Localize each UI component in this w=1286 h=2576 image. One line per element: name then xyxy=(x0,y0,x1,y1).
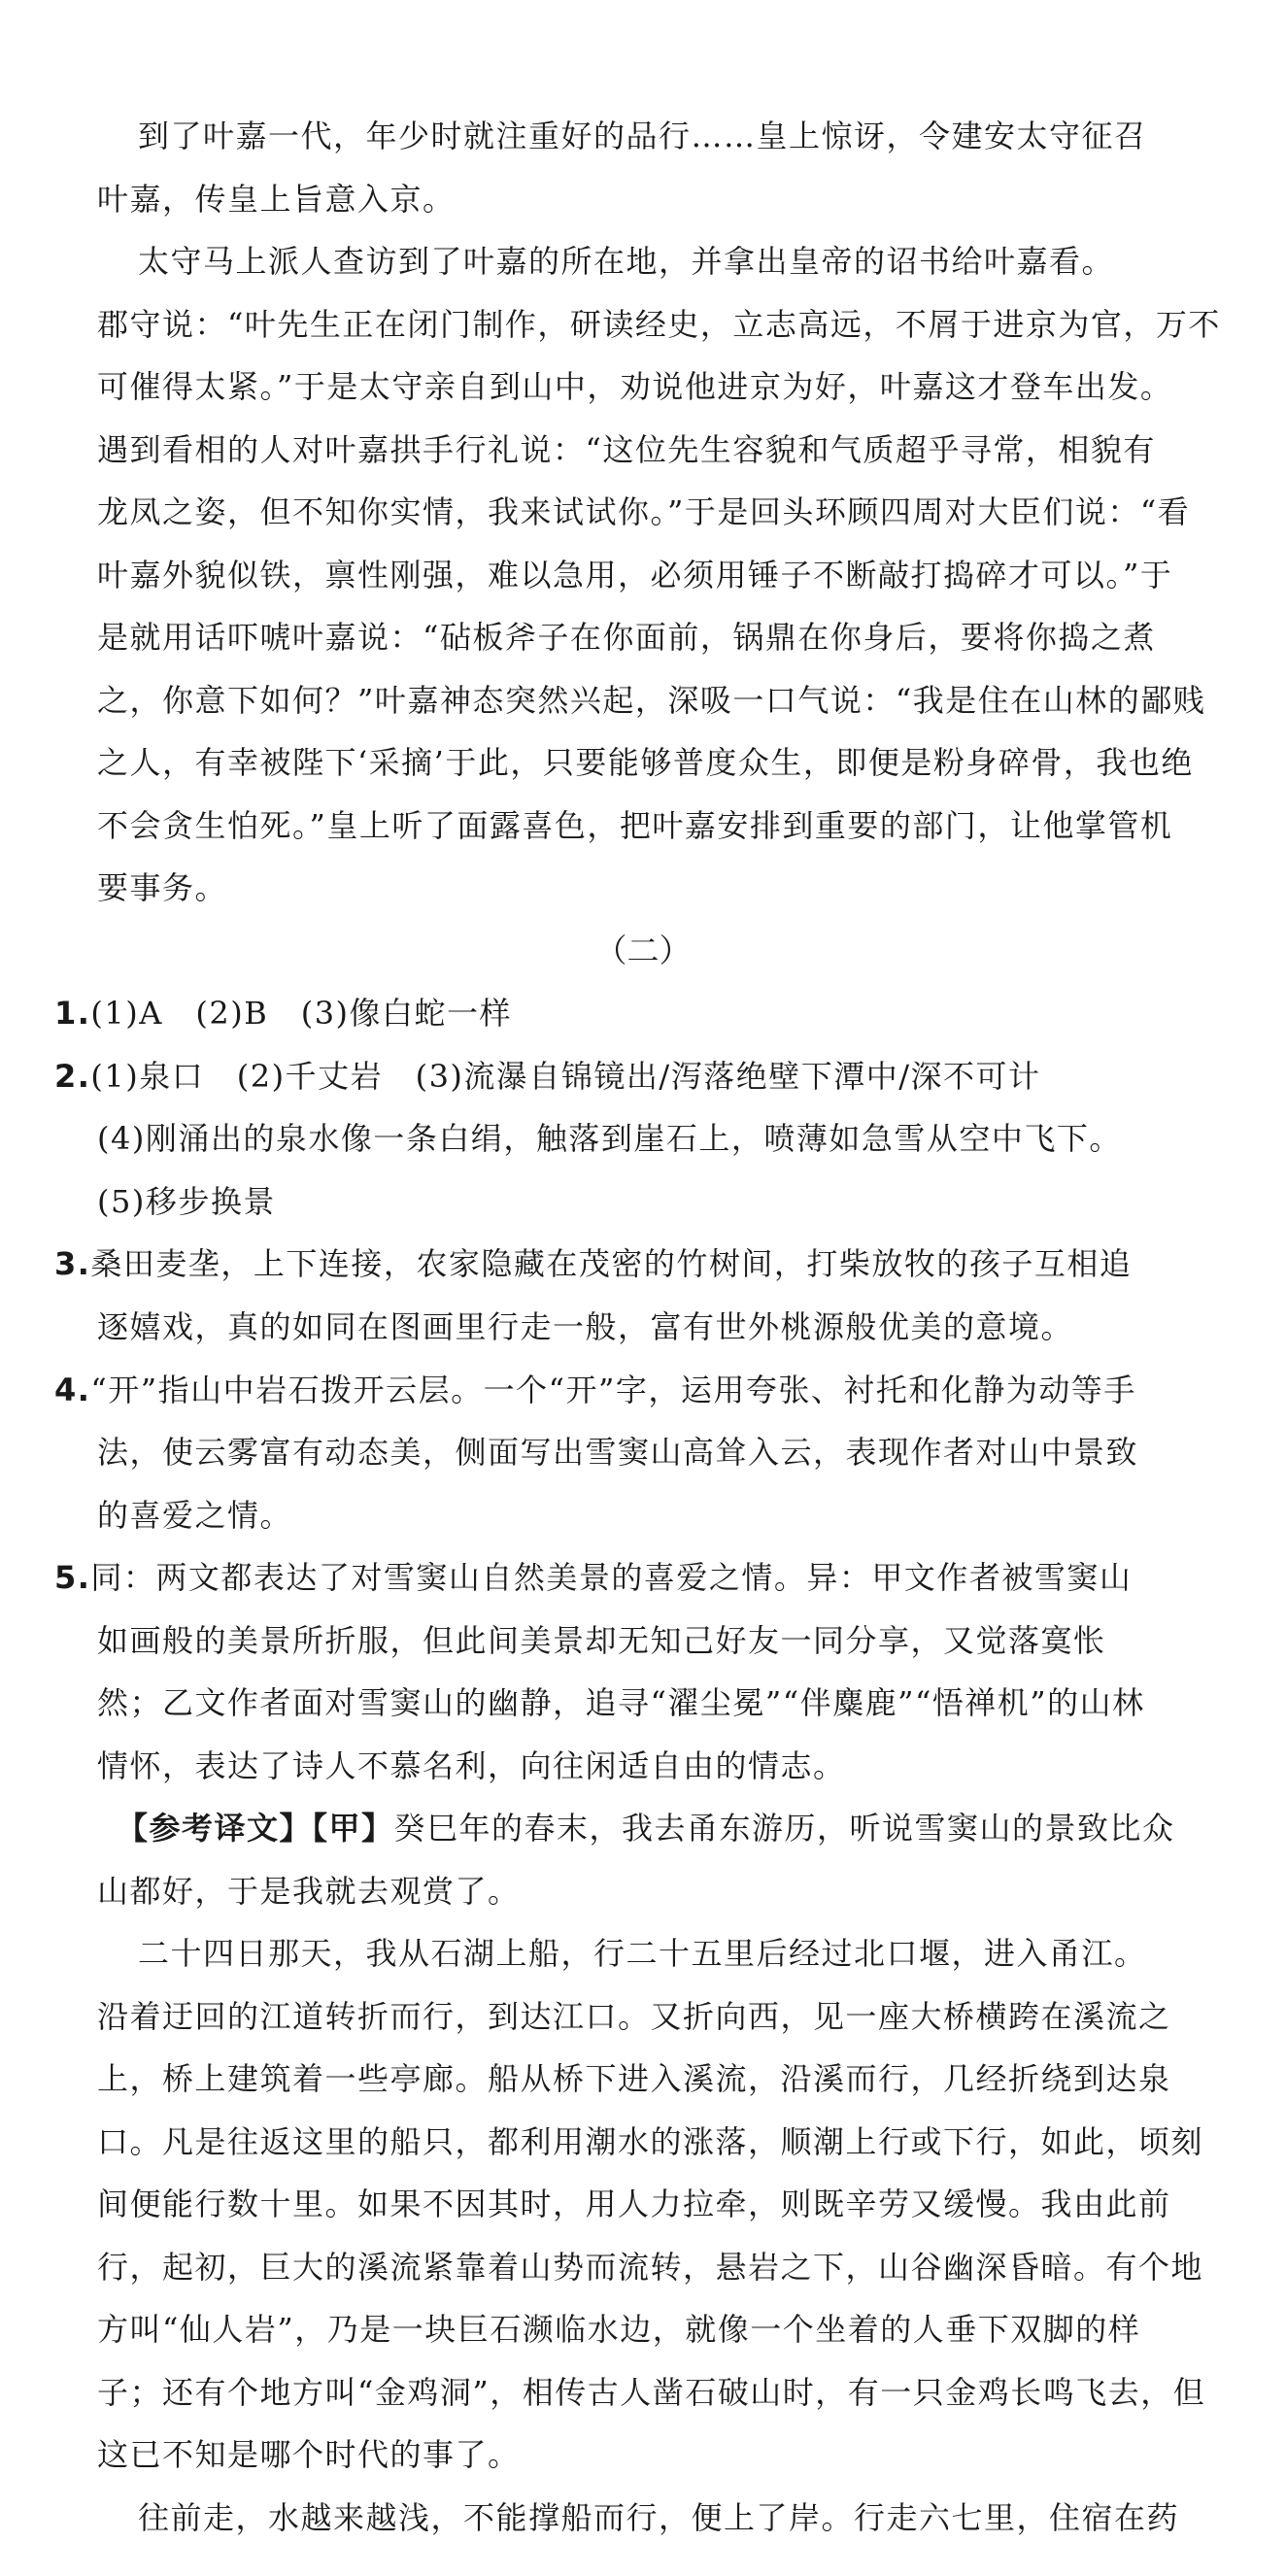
answer-line: 如画般的美景所折服，但此间美景却无知己好友一同分享，又觉落寞怅 xyxy=(97,1622,1106,1659)
paragraph-line: 叶嘉，传皇上旨意入京。 xyxy=(97,181,456,218)
answer-line: (4)刚涌出的泉水像一条白绢，触落到崖石上，喷薄如急雪从空中飞下。 xyxy=(97,1120,1122,1157)
paragraph-line: 遇到看相的人对叶嘉拱手行礼说：“这位先生容貌和气质超乎寻常，相貌有 xyxy=(97,431,1156,468)
question-number: 2. xyxy=(54,1058,91,1095)
question-3 xyxy=(54,1244,1132,1283)
paragraph-line: 往前走，水越来越浅，不能撑船而行，便上了岸。行走六七里，住宿在药 xyxy=(138,2499,1180,2536)
answer-line: 逐嬉戏，真的如同在图画里行走一般，富有世外桃源般优美的意境。 xyxy=(97,1308,1074,1345)
translation-first-line xyxy=(117,1809,1175,1847)
answer-text: 桑田麦垄，上下连接，农家隐藏在茂密的竹树间，打柴放牧的孩子互相追 xyxy=(90,1245,1133,1282)
question-5 xyxy=(54,1558,1132,1597)
paragraph-line: 要事务。 xyxy=(97,869,228,906)
paragraph-line: 口。凡是往返这里的船只，都利用潮水的涨落，顺潮上行或下行，如此，顷刻 xyxy=(97,2123,1204,2160)
paragraph-line: 之人，有幸被陛下‘采摘’于此，只要能够普度众生，即便是粉身碎骨，我也绝 xyxy=(97,744,1194,781)
answer-text: “开”指山中岩石拨开云层。一个“开”字，运用夸张、衬托和化静为动等手 xyxy=(90,1372,1136,1408)
paragraph-line: 之，你意下如何？”叶嘉神态突然兴起，深吸一口气说：“我是住在山林的鄙贱 xyxy=(97,682,1206,719)
answer-text: 同：两文都表达了对雪窦山自然美景的喜爱之情。异：甲文作者被雪窦山 xyxy=(90,1559,1133,1596)
answer-line: 的喜爱之情。 xyxy=(97,1497,293,1534)
answer-text: (1)A (2)B (3)像白蛇一样 xyxy=(90,995,513,1032)
paragraph-line: 可催得太紧。”于是太守亲自到山中，劝说他进京为好，叶嘉这才登车出发。 xyxy=(97,368,1173,405)
question-2 xyxy=(54,1057,1040,1096)
paragraph-line: 龙凤之姿，但不知你实情，我来试试你。”于是回头环顾四周对大臣们说：“看 xyxy=(97,493,1191,530)
translation-text: 癸巳年的春末，我去甬东游历，听说雪窦山的景致比众 xyxy=(393,1810,1175,1847)
paragraph-line: 行，起初，巨大的溪流紧靠着山势而流转，悬岩之下，山谷幽深昏暗。有个地 xyxy=(97,2249,1204,2286)
paragraph-line: 山都好，于是我就去观赏了。 xyxy=(97,1873,521,1910)
translation-label: 【参考译文】【甲】 xyxy=(117,1810,394,1847)
question-number: 5. xyxy=(54,1559,91,1596)
paragraph-line: 子；还有个地方叫“金鸡洞”，相传古人凿石破山时，有一只金鸡长鸣飞去，但 xyxy=(97,2374,1206,2411)
paragraph-line: 是就用话吓唬叶嘉说：“砧板斧子在你面前，锅鼎在你身后，要将你捣之煮 xyxy=(97,619,1156,656)
answer-text: (1)泉口 (2)千丈岩 (3)流瀑自锦镜出/泻落绝壁下潭中/深不可计 xyxy=(90,1058,1041,1095)
paragraph-line: 方叫“仙人岩”，乃是一块巨石濒临水边，就像一个坐着的人垂下双脚的样 xyxy=(97,2311,1141,2348)
paragraph-line: 二十四日那天，我从石湖上船，行二十五里后经过北口堰，进入甬江。 xyxy=(138,1935,1147,1972)
paragraph-line: 太守马上派人查访到了叶嘉的所在地，并拿出皇帝的诏书给叶嘉看。 xyxy=(138,243,1115,280)
paragraph-line: 不会贪生怕死。”皇上听了面露喜色，把叶嘉安排到重要的部门，让他掌管机 xyxy=(97,807,1173,844)
paragraph-line: 沿着迂回的江道转折而行，到达江口。又折向西，见一座大桥横跨在溪流之 xyxy=(97,1998,1171,2035)
paragraph-line: 郡守说：“叶先生正在闭门制作，研读经史，立志高远，不屑于进京为官，万不 xyxy=(97,306,1221,343)
answer-line: 情怀，表达了诗人不慕名利，向往闲适自由的情志。 xyxy=(97,1747,846,1784)
question-1 xyxy=(54,994,512,1033)
paragraph-line: 叶嘉外貌似铁，禀性刚强，难以急用，必须用锤子不断敲打捣碎才可以。”于 xyxy=(97,557,1173,593)
answer-line: 法，使云雾富有动态美，侧面写出雪窦山高耸入云，表现作者对山中景致 xyxy=(97,1434,1139,1471)
paragraph-line: 这已不知是哪个时代的事了。 xyxy=(97,2436,521,2473)
paragraph-line: 到了叶嘉一代，年少时就注重好的品行……皇上惊讶，令建安太守征召 xyxy=(138,118,1147,154)
answer-line: 然；乙文作者面对雪窦山的幽静，追寻“濯尘冕”“伴麋鹿”“悟禅机”的山林 xyxy=(97,1684,1145,1721)
section-heading: （二） xyxy=(594,932,692,969)
paragraph-line: 上，桥上建筑着一些亭廊。船从桥下进入溪流，沿溪而行，几经折绕到达泉 xyxy=(97,2060,1171,2097)
question-number: 4. xyxy=(54,1372,91,1408)
paragraph-line: 间便能行数十里。如果不因其时，用人力拉牵，则既辛劳又缓慢。我由此前 xyxy=(97,2186,1171,2222)
question-number: 3. xyxy=(54,1245,91,1282)
question-4 xyxy=(54,1371,1136,1409)
answer-line: (5)移步换景 xyxy=(97,1183,276,1220)
question-number: 1. xyxy=(54,995,91,1032)
